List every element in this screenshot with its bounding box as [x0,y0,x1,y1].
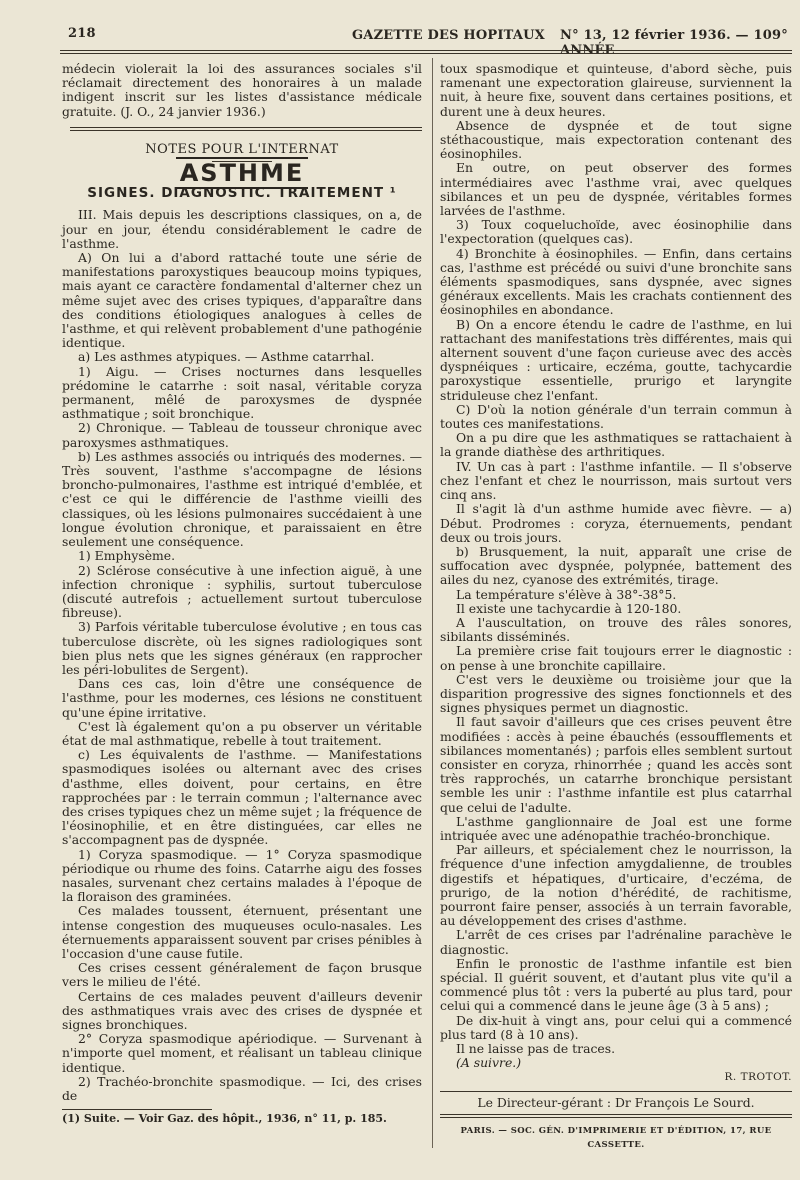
paragraph: 1) Coryza spasmodique. — 1° Coryza spasmodique périodique ou rhume des foins. Catarrhe aigu des fosses nasales, survenant chez certains malades à l'époque de la floraison des graminées. [62,846,422,905]
paragraph: On a pu dire que les asthmatiques se rattachaient à la grande diathèse des arthritiques. [440,430,792,460]
section-rule [70,127,422,131]
paragraph: B) On a encore étendu le cadre de l'asthme, en lui rattachant des manifestations très différentes, mais qui alternent souvent d'une façon curieuse avec des accès dyspnéiques : urticaire, eczéma, goutte, tachycardie paroxystique essentielle, prurigo et laryngite striduleuse chez l'enfant. [440,316,792,403]
director-line: Le Directeur-gérant : Dr François Le Sourd. [477,1094,755,1110]
paragraph: C) D'où la notion générale d'un terrain commun à toutes ces manifestations. [440,401,792,432]
paragraph: Dans ces cas, loin d'être une conséquence de l'asthme, pour les modernes, ces lésions ne constituent qu'une épine irritative. [62,676,422,720]
paragraph: A) On lui a d'abord rattaché toute une série de manifestations paroxystiques beaucoup moins typiques, mais ayant ce caractère fondamental d'alterner chez un même sujet avec des crises typiques, d'apparaître dans des conditions étiologiques analogues à celles de l'asthme, et qui relèvent probablement d'une pathogénie identique. [62,250,422,351]
author-signature: R. TROTOT. [724,1071,792,1084]
paragraph: En outre, on peut observer des formes intermédiaires avec l'asthme vrai, avec quelques sibilances et un peu de dyspnée, véritables formes larvées de l'asthme. [440,160,792,219]
paragraph: Il existe une tachycardie à 120-180. [456,600,682,616]
paragraph: Il ne laisse pas de traces. [456,1041,616,1057]
page-number: 218 [68,26,96,41]
paragraph: c) Les équivalents de l'asthme. — Manifestations spasmodiques isolées ou alternant avec des crises d'asthme, elles doivent, pour certains, en être rapprochées par : le terrain commun ; l'alternance avec des crises typiques chez un même sujet ; la fréquence de l'éosinophilie, et en être distinguées, car elles ne s'accompagnent pas de dyspnée. [62,747,422,848]
header-rule [60,50,792,54]
paragraph: Ces malades toussent, éternuent, présentant une intense congestion des muqueuses oculo-nasales. Les éternuements apparaissent souvent par crises pénibles à l'occasion d'une cause futile. [62,903,422,961]
paragraph: 1) Emphysème. [78,548,176,564]
paragraph: b) Les asthmes associés ou intriqués des modernes. — Très souvent, l'asthme s'accompagne de lésions broncho-pulmonaires, l'asthme est intriqué d'emblée, et c'est ce qui le différencie de l'asthme vieilli des classiques, où les lésions pulmonaires succédaient à une longue évolution chronique, et paraissaient en être seulement une conséquence. [62,448,422,550]
paragraph: L'asthme ganglionnaire de Joal est une forme intriquée avec une adénopathie trachéo-bronchique. [440,813,792,843]
footnote: (1) Suite. — Voir Gaz. des hôpit., 1936, n° 11, p. 185. [62,1112,387,1126]
paragraph: L'arrêt de ces crises par l'adrénaline parachève le diagnostic. [440,927,792,957]
paragraph: Il faut savoir d'ailleurs que ces crises peuvent être modifiées : accès à peine ébauchés (essoufflements et sibilances momentanés) ; parfois elles semblent surtout consister en coryza, rhinorrhée ; quand les accès sont très rapprochés, un catarrhe bronchique persistant semble les unir : l'asthme infantile est plus catarrhal que celui de l'adulte. [440,714,792,815]
paragraph: 1) Aigu. — Crises nocturnes dans lesquelles prédomine le catarrhe : soit nasal, véritable coryza permanent, mêlé de paroxysmes de dyspnée asthmatique ; soit bronchique. [62,363,422,422]
paragraph: IV. Un cas à part : l'asthme infantile. — Il s'observe chez l'enfant et chez le nourrisson, mais surtout vers cinq ans. [440,458,792,503]
journal-title: GAZETTE DES HOPITAUX [352,28,545,43]
paragraph: 2) Sclérose consécutive à une infection aiguë, à une infection chronique : syphilis, surtout tuberculose (discuté autrefois ; actuellement surtout tuberculose fibreuse). [62,562,422,621]
paragraph: b) Brusquement, la nuit, apparaît une crise de suffocation avec dyspnée, polypnée, battement des ailes du nez, cyanose des extrémités, tirage. [440,543,792,588]
section-label: NOTES POUR L'INTERNAT [145,141,339,157]
column-divider [432,58,433,1148]
paragraph: III. Mais depuis les descriptions classiques, on a, de jour en jour, étendu considérablement le cadre de l'asthme. [62,207,422,251]
paragraph: 4) Bronchite à éosinophiles. — Enfin, dans certains cas, l'asthme est précédé ou suivi d'une bronchite sans éléments spasmodiques, sans dyspnée, avec signes généraux excellents. Mais les crachats contiennent des éosinophiles en abondance. [440,245,792,318]
paragraph: C'est vers le deuxième ou troisième jour que la disparition progressive des signes fonctionnels et des signes physiques permet un diagnostic. [440,671,792,716]
paragraph: 2° Coryza spasmodique apériodique. — Survenant à n'importe quel moment, et réalisant un tableau clinique identique. [62,1031,422,1075]
printer-line: PARIS. — SOC. GÉN. D'IMPRIMERIE ET D'ÉDITION, 17, RUE CASSETTE. [460,1125,772,1151]
left-column [62,62,422,1126]
paragraph: Il s'agit là d'un asthme humide avec fièvre. — a) Début. Prodromes : coryza, éternuements, pendant deux ou trois jours. [440,501,792,545]
paragraph: 3) Toux coqueluchoïde, avec éosinophilie dans l'expectoration (quelques cas). [440,217,792,247]
paragraph: Enfin le pronostic de l'asthme infantile est bien spécial. Il guérit souvent, et d'autant plus vite qu'il a commencé plus tôt : vers la puberté au plus tard, pour celui qui a commencé dans le jeune âge (3 à 5 ans) ; [440,955,792,1014]
paragraph: Certains de ces malades peuvent d'ailleurs devenir des asthmatiques vrais avec des crises de dyspnée et signes bronchiques. [62,988,422,1032]
right-column [440,62,792,1152]
footer-double-rule [440,1114,792,1118]
paragraph: toux spasmodique et quinteuse, d'abord sèche, puis ramenant une expectoration glaireuse, surviennent la nuit, à heure fixe, souvent dans certaines positions, et durent une à deux heures. [440,61,792,119]
article-title: ASTHME [62,166,422,180]
page-header [60,26,792,58]
to-follow: (A suivre.) [456,1055,522,1071]
paragraph: a) Les asthmes atypiques. — Asthme catarrhal. [78,349,375,365]
paragraph: 3) Parfois véritable tuberculose évolutive ; en tous cas tuberculose discrète, où les signes radiologiques sont bien plus nets que les signes généraux (en rapprocher les péri-lobulites de Sergent). [62,619,422,677]
intro-paragraph: médecin violerait la loi des assurances sociales s'il réclamait directement des honoraires à un malade indigent inscrit sur les listes d'assistance médicale gratuite. (J. O., 24 janvier 1936.) [62,61,422,119]
paragraph: Ces crises cessent généralement de façon brusque vers le milieu de l'été. [62,960,422,990]
paragraph: C'est là également qu'on a pu observer un véritable état de mal asthmatique, rebelle à tout traitement. [62,718,422,748]
article-subtitle: SIGNES. DIAGNOSTIC. TRAITEMENT ¹ [87,185,397,202]
paragraph: 2) Trachéo-bronchite spasmodique. — Ici, des crises de [62,1073,422,1104]
paragraph: Absence de dyspnée et de tout signe stéthacoustique, mais expectoration contenant des éosinophiles. [440,117,792,162]
paragraph: A l'auscultation, on trouve des râles sonores, sibilants disséminés. [440,614,792,645]
footnote-rule [62,1109,212,1110]
paragraph: La première crise fait toujours errer le diagnostic : on pense à une bronchite capillaire. [440,643,792,673]
paragraph: La température s'élève à 38°-38°5. [456,586,677,602]
issue-info: N° 13, 12 février 1936. — 109° ANNÉE [560,28,788,58]
footer-rule [440,1091,792,1092]
paragraph: 2) Chronique. — Tableau de tousseur chronique avec paroxysmes asthmatiques. [62,420,422,450]
paragraph: Par ailleurs, et spécialement chez le nourrisson, la fréquence d'une infection amygdalienne, de troubles digestifs et hépatiques, d'urticaire, d'eczéma, de prurigo, de la notion d'hérédité, de rachitisme, pourront faire penser, associés à un terrain favorable, au développement des crises d'asthme. [440,842,792,929]
paragraph: De dix-huit à vingt ans, pour celui qui a commencé plus tard (8 à 10 ans). [440,1012,792,1042]
